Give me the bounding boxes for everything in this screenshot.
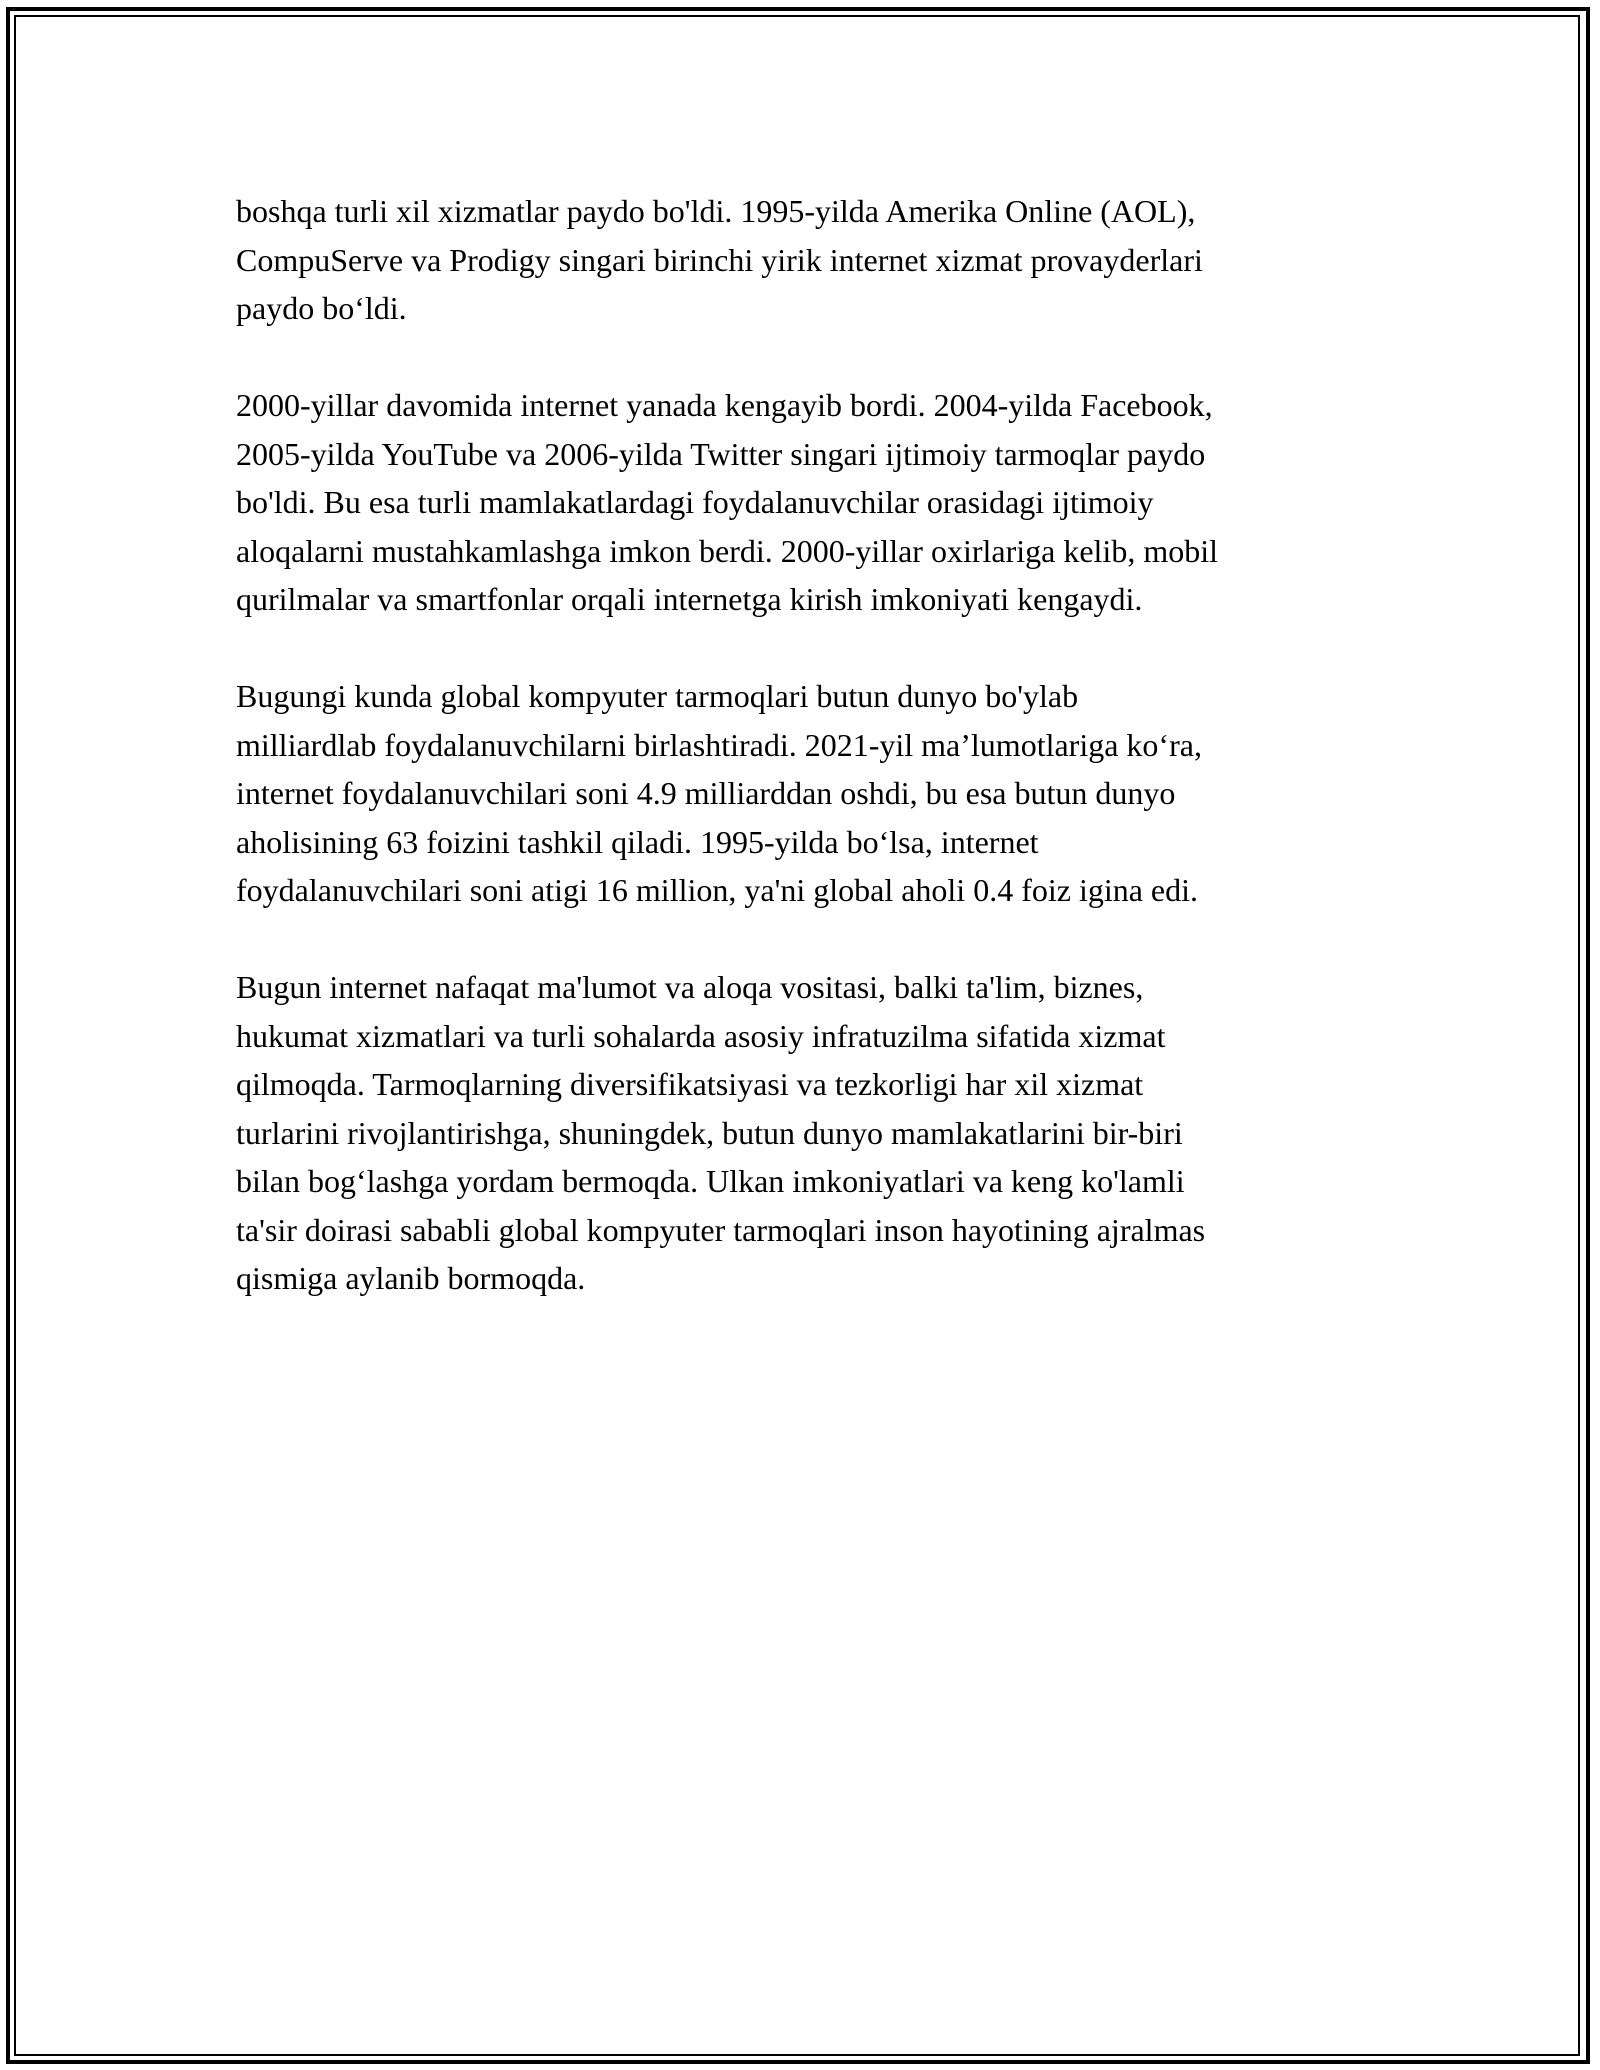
text-line: qilmoqda. Tarmoqlarning diversifikatsiyasi va tezkorligi har xil xizmat — [236, 1066, 1144, 1102]
paragraph-4 — [236, 963, 1386, 1303]
text-line: CompuServe va Prodigy singari birinchi yirik internet xizmat provayderlari — [236, 241, 1203, 278]
text-line: hukumat xizmatlari va turli sohalarda asosiy infratuzilma sifatida xizmat — [236, 1017, 1166, 1054]
paragraph-1 — [236, 187, 1386, 333]
text-line: aholisining 63 foizini tashkil qiladi. 1995-yilda bo‘lsa, internet — [236, 823, 1039, 860]
text-line: qismiga aylanib bormoqda. — [236, 1260, 586, 1296]
paragraph-2 — [236, 381, 1386, 624]
text-line: 2005-yilda YouTube va 2006-yilda Twitter singari ijtimoiy tarmoqlar paydo — [236, 435, 1206, 472]
text-line: foydalanuvchilari soni atigi 16 million, ya'ni global aholi 0.4 foiz igina edi. — [236, 872, 1199, 908]
paragraph-3 — [236, 672, 1386, 915]
text-line: bo'ldi. Bu esa turli mamlakatlardagi foydalanuvchilar orasidagi ijtimoiy — [236, 484, 1154, 520]
text-line: paydo bo‘ldi. — [236, 290, 407, 326]
text-line: Bugungi kunda global kompyuter tarmoqlari butun dunyo bo'ylab — [236, 678, 1079, 714]
text-line: bilan bog‘lashga yordam bermoqda. Ulkan imkoniyatlari va keng ko'lamli — [236, 1163, 1185, 1199]
document-body — [236, 187, 1386, 1351]
text-line: Bugun internet nafaqat ma'lumot va aloqa vositasi, balki ta'lim, biznes, — [236, 969, 1144, 1005]
text-line: internet foydalanuvchilari soni 4.9 milliarddan oshdi, bu esa butun dunyo — [236, 775, 1176, 811]
text-line: 2000-yillar davomida internet yanada kengayib bordi. 2004-yilda Facebook, — [236, 387, 1213, 423]
text-line: ta'sir doirasi sababli global kompyuter tarmoqlari inson hayotining ajralmas — [236, 1211, 1206, 1248]
text-line: milliardlab foydalanuvchilarni birlashtiradi. 2021-yil ma’lumotlariga ko‘ra, — [236, 726, 1202, 763]
text-line: aloqalarni mustahkamlashga imkon berdi. 2000-yillar oxirlariga kelib, mobil — [236, 532, 1218, 569]
text-line: qurilmalar va smartfonlar orqali internetga kirish imkoniyati kengaydi. — [236, 581, 1143, 617]
text-line: turlarini rivojlantirishga, shuningdek, butun dunyo mamlakatlarini bir-biri — [236, 1114, 1183, 1151]
text-line: boshqa turli xil xizmatlar paydo bo'ldi. 1995-yilda Amerika Online (AOL), — [236, 193, 1196, 229]
